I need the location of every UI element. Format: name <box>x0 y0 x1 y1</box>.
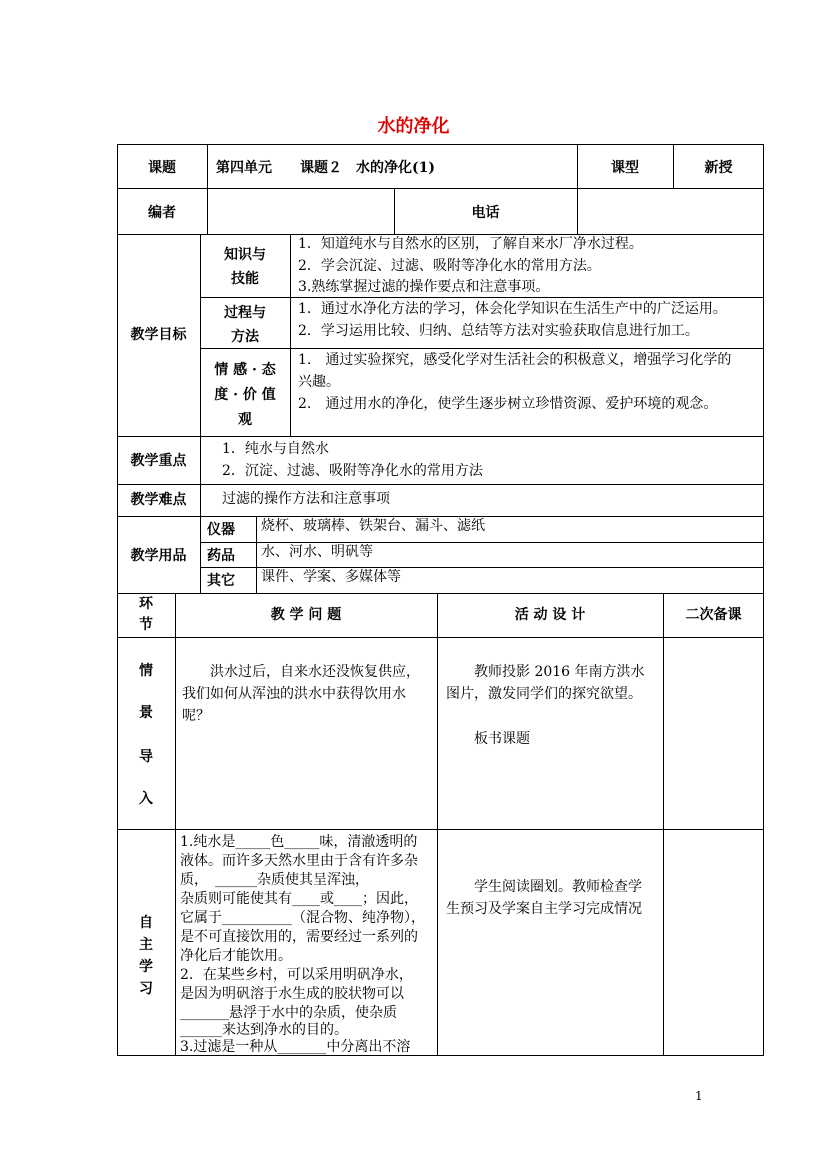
focus-item: 1．纯水与自然水 <box>222 441 329 457</box>
supply-row-label: 仪器 <box>207 522 235 538</box>
intro-activity-line: 教师投影 2016 年南方洪水 <box>446 664 645 680</box>
supply-row-label: 其它 <box>207 573 235 589</box>
intro-question-line: 呢？ <box>182 708 210 724</box>
self-question-line: 净化后才能饮用。 <box>180 948 292 964</box>
type-value: 新授 <box>704 160 733 176</box>
intro-question-line: 我们如何从浑浊的洪水中获得饮用水 <box>182 686 406 702</box>
self-question-line: 液体。而许多天然水里由于含有许多杂 <box>180 853 418 869</box>
focus-label: 教学重点 <box>130 453 187 469</box>
knowledge-item: 3.熟练掌握过滤的操作要点和注意事项。 <box>298 279 550 295</box>
knowledge-item: 1．知道纯水与自然水的区别，了解自来水厂净水过程。 <box>298 236 643 252</box>
stage-char: 自 <box>139 915 153 931</box>
self-question-line: ______来达到净水的目的。 <box>180 1022 348 1038</box>
self-question-line: 是不可直接饮用的，需要经过一系列的 <box>180 929 418 945</box>
emotion-label: 观 <box>238 412 252 428</box>
self-question-line: 是因为明矾溶于水生成的胶状物可以 <box>180 986 404 1002</box>
supply-row-value: 课件、学案、多媒体等 <box>261 569 401 585</box>
knowledge-item: 2．学会沉淀、过滤、吸附等净化水的常用方法。 <box>298 258 601 274</box>
emotion-label: 情 感 · 态 <box>214 362 276 378</box>
question-header: 教 学 问 题 <box>270 607 342 623</box>
emotion-item: 2. 通过用水的净化，使学生逐步树立珍惜资源、爱护环境的观念。 <box>298 396 718 412</box>
self-activity-line: 生预习及学案自主学习完成情况 <box>446 901 642 917</box>
knowledge-label: 知识与 <box>224 247 266 263</box>
focus-item: 2．沉淀、过滤、吸附等净化水的常用方法 <box>222 463 483 479</box>
page-number: 1 <box>695 1089 703 1103</box>
supplies-label: 教学用品 <box>130 548 187 564</box>
emotion-item: 1. 通过实验探究，感受化学对生活社会的积极意义，增强学习化学的 <box>298 352 732 368</box>
stage-char: 主 <box>139 937 153 953</box>
document-title: 水的净化 <box>377 116 450 137</box>
stage-char: 导 <box>139 749 153 765</box>
knowledge-label: 技能 <box>231 271 259 287</box>
course-value: 第四单元 课题２ 水的净化(1) <box>216 160 435 176</box>
difficulty-text: 过滤的操作方法和注意事项 <box>222 491 390 507</box>
stage-char: 入 <box>139 791 153 807</box>
phone-label: 电话 <box>471 205 500 221</box>
self-question-line: 3.过滤是一种从_______中分离出不溶 <box>180 1039 411 1055</box>
stage-char: 学 <box>139 959 153 975</box>
self-question-line: _______悬浮于水中的杂质，使杂质 <box>180 1005 397 1021</box>
goals-label: 教学目标 <box>130 327 187 343</box>
intro-activity-line: 图片，激发同学们的探究欲望。 <box>446 686 642 702</box>
self-question-line: 2．在某些乡村，可以采用明矾净水， <box>180 967 413 983</box>
supply-row-value: 水、河水、明矾等 <box>261 544 373 560</box>
intro-question-line: 洪水过后，自来水还没恢复供应， <box>182 664 420 680</box>
author-label: 编者 <box>148 205 176 221</box>
supply-row-label: 药品 <box>207 548 235 564</box>
self-question-line: 1.纯水是_____色_____味，清澈透明的 <box>180 834 418 850</box>
process-label: 过程与 <box>224 305 266 321</box>
self-question-line: 质， ______杂质使其呈浑浊， <box>180 872 369 888</box>
stage-char: 情 <box>139 663 153 679</box>
type-label: 课型 <box>611 160 639 176</box>
process-label: 方法 <box>231 329 259 345</box>
stage-header: 环 <box>139 596 153 612</box>
stage-header: 节 <box>139 617 153 633</box>
supply-row-value: 烧杯、玻璃棒、铁架台、漏斗、滤纸 <box>261 518 485 534</box>
difficulty-label: 教学难点 <box>130 492 187 508</box>
emotion-item: 兴趣。 <box>298 374 340 390</box>
stage-char: 习 <box>139 981 153 997</box>
emotion-label: 度 · 价 值 <box>214 387 276 403</box>
course-label: 课题 <box>148 160 176 176</box>
activity-header: 活 动 设 计 <box>514 607 586 623</box>
notes-header: 二次备课 <box>685 607 742 623</box>
process-item: 2．学习运用比较、归纳、总结等方法对实验获取信息进行加工。 <box>298 323 699 339</box>
stage-char: 景 <box>139 705 153 721</box>
self-question-line: 它属于__________（混合物、纯净物）， <box>180 910 425 926</box>
self-activity-line: 学生阅读圈划。教师检查学 <box>446 879 642 895</box>
process-item: 1．通过水净化方法的学习，体会化学知识在生活生产中的广泛运用。 <box>298 301 727 317</box>
intro-activity-line: 板书课题 <box>446 731 530 747</box>
self-question-line: 杂质则可能使其有____或____；因此， <box>180 891 418 907</box>
